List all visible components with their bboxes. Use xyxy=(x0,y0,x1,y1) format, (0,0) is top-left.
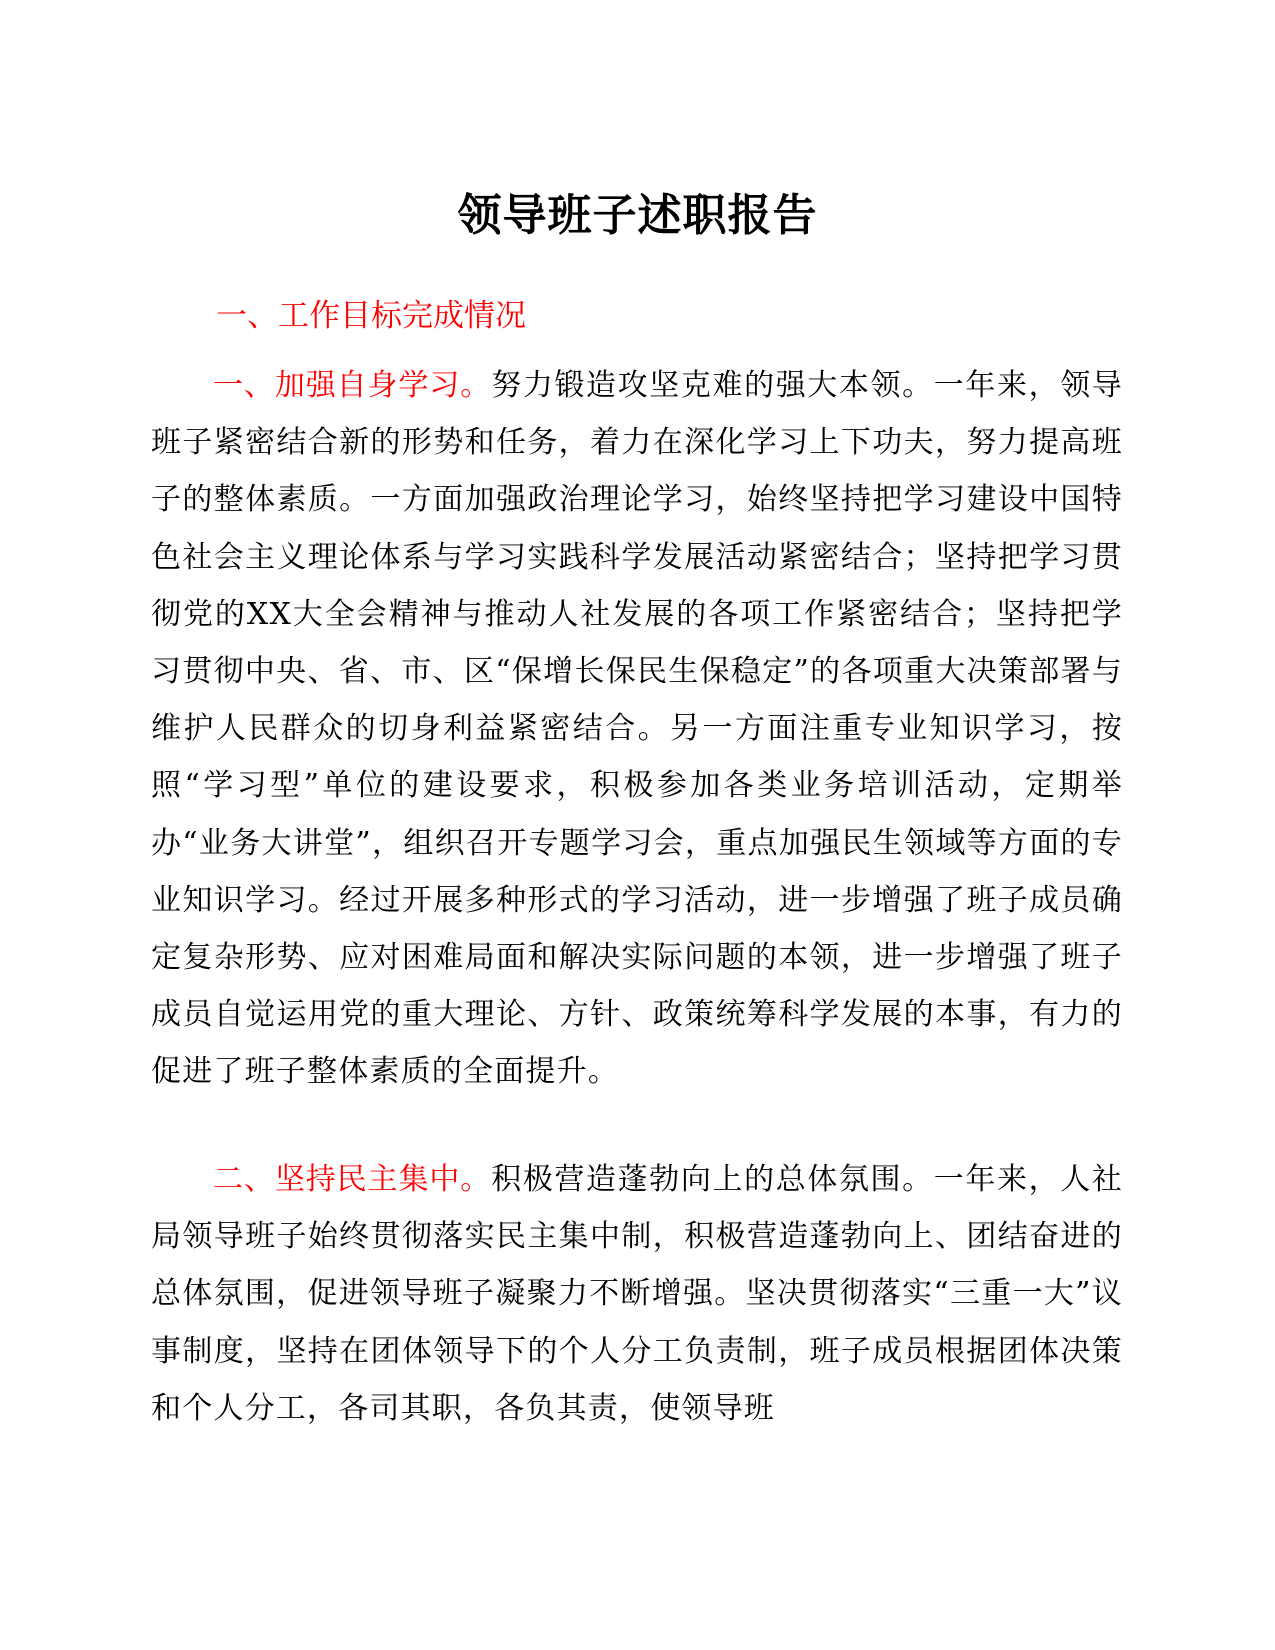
paragraph-democracy xyxy=(151,1151,1123,1437)
document-title: 领导班子述职报告 xyxy=(457,190,818,241)
paragraph-study xyxy=(151,357,1123,1101)
paragraph-lead: 二、坚持民主集中。 xyxy=(213,1162,492,1197)
paragraph-lead: 一、加强自身学习。 xyxy=(213,368,492,403)
paragraph-body: 努力锻造攻坚克难的强大本领。一年来，领导班子紧密结合新的形势和任务，着力在深化学习上下功夫，努力提高班子的整体素质。一方面加强政治理论学习，始终坚持把学习建设中国特色社会主义理论体系与学习实践科学发展活动紧密结合；坚持把学习贯彻党的XX大全会精神与推动人社发展的各项工作紧密结合；坚持把学习贯彻中央、省、市、区“保增长保民生保稳定”的各项重大决策部署与维护人民群众的切身利益紧密结合。另一方面注重专业知识学习，按照“学习型”单位的建设要求，积极参加各类业务培训活动，定期举办“业务大讲堂”，组织召开专题学习会，重点加强民生领域等方面的专业知识学习。经过开展多种形式的学习活动，进一步增强了班子成员确定复杂形势、应对困难局面和解决实际问题的本领，进一步增强了班子成员自觉运用党的重大理论、方针、政策统筹科学发展的本事，有力的促进了班子整体素质的全面提升。 xyxy=(151,368,1124,1090)
section-heading: 一、工作目标完成情况 xyxy=(216,298,526,334)
paragraph-body: 积极营造蓬勃向上的总体氛围。一年来，人社局领导班子始终贯彻落实民主集中制，积极营造蓬勃向上、团结奋进的总体氛围，促进领导班子凝聚力不断增强。坚决贯彻落实“三重一大”议事制度，坚持在团体领导下的个人分工负责制，班子成员根据团体决策和个人分工，各司其职，各负其责，使领导班 xyxy=(151,1162,1124,1426)
